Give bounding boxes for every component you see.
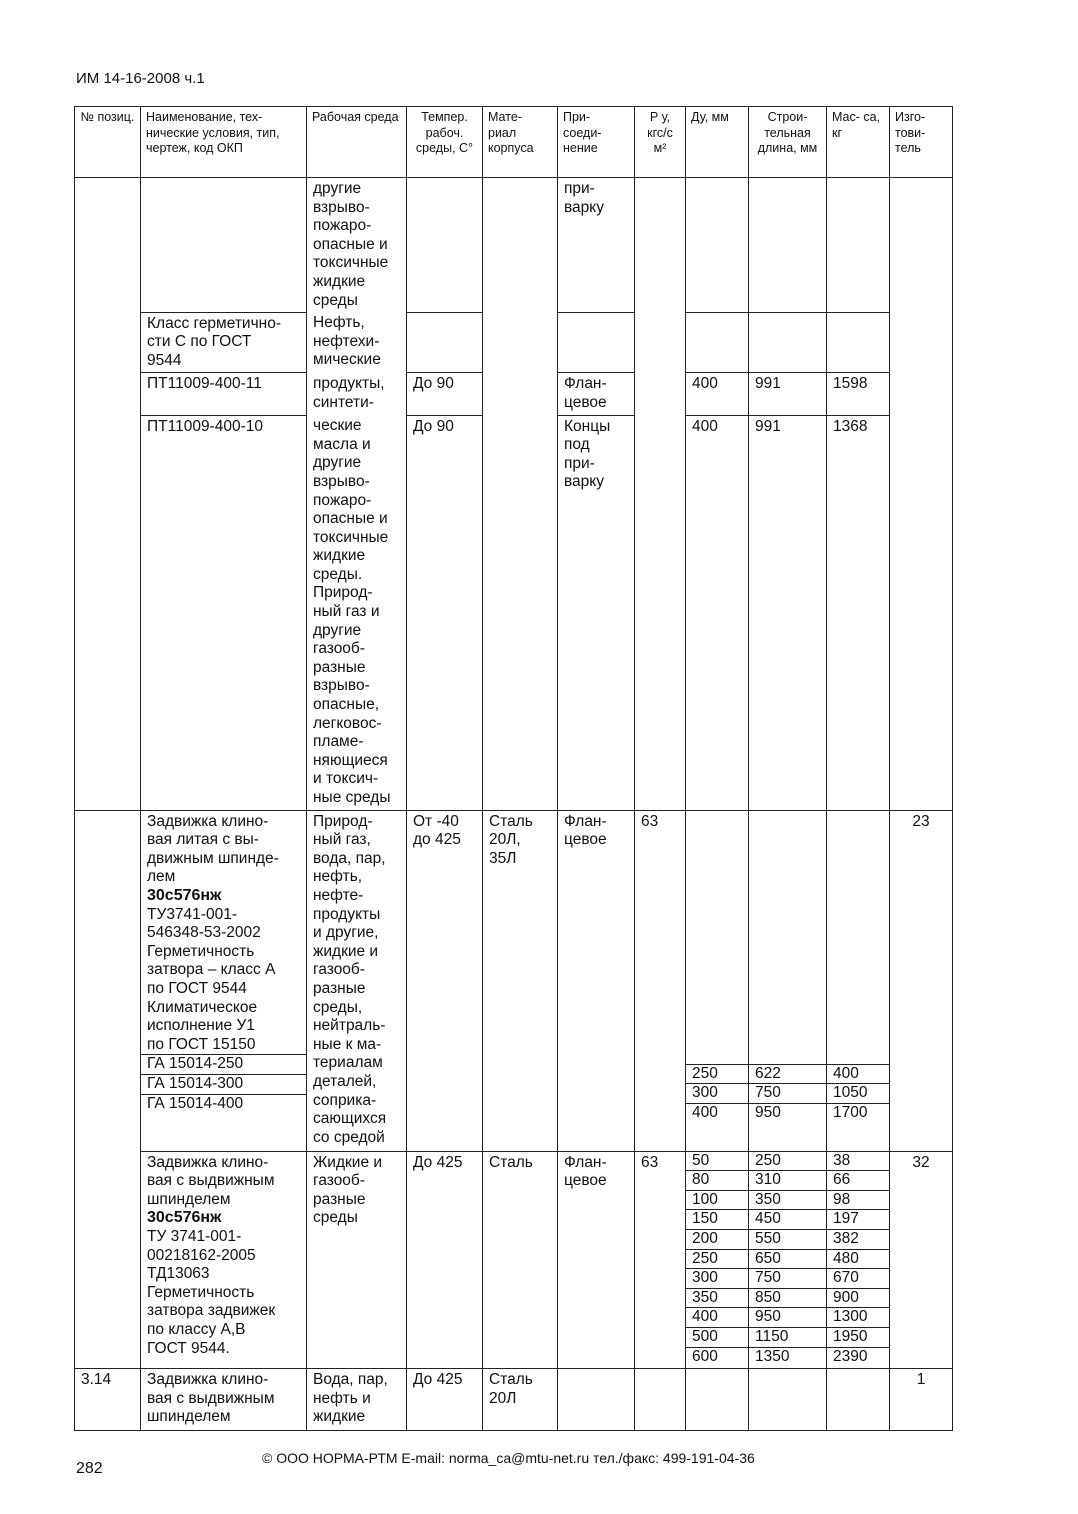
dn-value: 600 bbox=[686, 1347, 748, 1367]
col-header-material: Мате- риал корпуса bbox=[483, 107, 558, 178]
dn-value: 150 bbox=[686, 1209, 748, 1229]
dn-value: 100 bbox=[686, 1190, 748, 1210]
mass-value: 1700 bbox=[827, 1103, 889, 1151]
cell-medium: Жидкие и газооб- разные среды bbox=[307, 1151, 407, 1369]
cell-name bbox=[141, 178, 307, 313]
dn-value: 50 bbox=[692, 1151, 710, 1169]
cell-name bbox=[141, 1151, 307, 1369]
cell-pressure bbox=[635, 1369, 686, 1431]
cell-maker: 32 bbox=[890, 1151, 953, 1369]
cell-temp bbox=[407, 178, 483, 313]
length-value: 750 bbox=[749, 1083, 826, 1103]
cell-name: ПТ11009-400-11 bbox=[141, 373, 307, 415]
valve-description: Задвижка клино- вая литая с вы- движным шпинде- лем bbox=[147, 812, 279, 886]
cell-material: Сталь bbox=[483, 1151, 558, 1369]
valves-table bbox=[74, 106, 953, 1431]
cell-name: Задвижка клино- вая с выдвижным шпинделем bbox=[141, 1369, 307, 1431]
col-header-maker: Изго- тови- тель bbox=[890, 107, 953, 178]
mass-value: 1300 bbox=[827, 1307, 889, 1327]
cell-pressure: 63 bbox=[635, 810, 686, 1151]
cell-mass: 1598 bbox=[827, 373, 890, 415]
valve-specs: ТУ 3741-001- 00218162-2005 ТД13063 Герметичность затвора задвижек по классу А,В ГОСТ 9544. bbox=[147, 1227, 276, 1357]
cell-connection: при- варку bbox=[558, 178, 635, 313]
dn-value: 300 bbox=[686, 1083, 748, 1103]
cell-dn bbox=[686, 1151, 749, 1369]
cell-name: Класс герметично- сти С по ГОСТ 9544 bbox=[141, 312, 307, 373]
length-value: 950 bbox=[749, 1307, 826, 1327]
cell-temp: До 90 bbox=[407, 373, 483, 415]
cell-length: 991 bbox=[749, 415, 827, 810]
table-row bbox=[75, 415, 953, 810]
col-header-pos: № позиц. bbox=[75, 107, 141, 178]
cell-mass: 1368 bbox=[827, 415, 890, 810]
cell-medium: продукты, синтети- bbox=[307, 373, 407, 415]
cell-mass bbox=[827, 1151, 890, 1369]
dn-value: 250 bbox=[686, 1249, 748, 1269]
cell-temp: До 425 bbox=[407, 1151, 483, 1369]
dn-value: 300 bbox=[686, 1268, 748, 1288]
valve-description: Задвижка клино- вая с выдвижным шпинделем bbox=[147, 1153, 275, 1208]
length-value: 750 bbox=[749, 1268, 826, 1288]
cell-medium: другие взрыво- пожаро- опасные и токсичные жидкие среды bbox=[307, 178, 407, 313]
col-header-length: Строи- тельная длина, мм bbox=[749, 107, 827, 178]
cell-medium: Природ- ный газ, вода, пар, нефть, нефте- продукты и другие, жидкие и газооб- разные среды, нейтраль- ные к ма- териалам деталей, соприка- сающихся со средой bbox=[307, 810, 407, 1151]
footer-copyright: © ООО НОРМА-РТМ E-mail: norma_ca@mtu-net.ru тел./факс: 499-191-04-36 bbox=[262, 1450, 755, 1466]
mass-value: 400 bbox=[827, 1064, 889, 1084]
length-value: 650 bbox=[749, 1249, 826, 1269]
cell-temp bbox=[407, 312, 483, 373]
length-value: 450 bbox=[749, 1209, 826, 1229]
cell-length bbox=[749, 178, 827, 313]
cell-material bbox=[483, 415, 558, 810]
cell-mass bbox=[827, 810, 890, 1151]
mass-value: 900 bbox=[827, 1288, 889, 1308]
dn-value: 500 bbox=[686, 1327, 748, 1347]
mass-value: 2390 bbox=[827, 1347, 889, 1367]
table-row bbox=[75, 373, 953, 415]
length-value: 1350 bbox=[749, 1347, 826, 1367]
cell-material: Сталь 20Л bbox=[483, 1369, 558, 1431]
valve-model: 30с576нж bbox=[147, 886, 222, 904]
mass-value: 66 bbox=[827, 1170, 889, 1190]
cell-maker: 1 bbox=[890, 1369, 953, 1431]
cell-dn: 400 bbox=[686, 373, 749, 415]
cell-medium: Вода, пар, нефть и жидкие bbox=[307, 1369, 407, 1431]
col-header-pressure: Р у, кгс/с м² bbox=[635, 107, 686, 178]
cell-temp: От -40 до 425 bbox=[407, 810, 483, 1151]
mass-value: 1050 bbox=[827, 1083, 889, 1103]
dn-value: 400 bbox=[686, 1307, 748, 1327]
cell-pos bbox=[75, 312, 141, 373]
cell-dn bbox=[686, 312, 749, 373]
cell-dn: 400 bbox=[686, 415, 749, 810]
cell-pressure bbox=[635, 373, 686, 415]
cell-temp: До 90 bbox=[407, 415, 483, 810]
cell-maker bbox=[890, 415, 953, 810]
cell-mass bbox=[827, 312, 890, 373]
cell-material bbox=[483, 178, 558, 313]
cell-pressure bbox=[635, 178, 686, 313]
col-header-dn: Ду, мм bbox=[686, 107, 749, 178]
document-header: ИМ 14-16-2008 ч.1 bbox=[76, 70, 205, 87]
table-header-row bbox=[75, 107, 953, 178]
dn-value: 80 bbox=[686, 1170, 748, 1190]
mass-value: 480 bbox=[827, 1249, 889, 1269]
valve-model: 30с576нж bbox=[147, 1209, 222, 1227]
cell-length: 991 bbox=[749, 373, 827, 415]
cell-mass bbox=[827, 1369, 890, 1431]
cell-pressure: 63 bbox=[635, 1151, 686, 1369]
cell-name bbox=[141, 810, 307, 1151]
cell-pos: 3.14 bbox=[75, 1369, 141, 1431]
cell-pos bbox=[75, 1151, 141, 1369]
cell-maker bbox=[890, 178, 953, 313]
cell-connection: Флан- цевое bbox=[558, 810, 635, 1151]
table-row bbox=[75, 1369, 953, 1431]
cell-material bbox=[483, 373, 558, 415]
length-value: 250 bbox=[755, 1151, 781, 1169]
cell-maker bbox=[890, 373, 953, 415]
length-value: 310 bbox=[749, 1170, 826, 1190]
valve-type: ГА 15014-400 bbox=[141, 1094, 306, 1114]
dn-value: 350 bbox=[686, 1288, 748, 1308]
cell-length bbox=[749, 1151, 827, 1369]
col-header-medium: Рабочая среда bbox=[307, 107, 407, 178]
cell-pos bbox=[75, 415, 141, 810]
cell-medium: ческие масла и другие взрыво- пожаро- опасные и токсичные жидкие среды. Природ- ный газ и другие газооб- разные взрыво- опасные, легковос- пламе- няющиеся и токсич- ные среды bbox=[307, 415, 407, 810]
mass-value: 38 bbox=[833, 1151, 851, 1169]
table-row bbox=[75, 810, 953, 1151]
cell-length bbox=[749, 810, 827, 1151]
cell-temp: До 425 bbox=[407, 1369, 483, 1431]
valve-type: ГА 15014-300 bbox=[141, 1074, 306, 1094]
cell-dn bbox=[686, 178, 749, 313]
cell-material bbox=[483, 312, 558, 373]
cell-name: ПТ11009-400-10 bbox=[141, 415, 307, 810]
table-row bbox=[75, 1151, 953, 1369]
cell-connection bbox=[558, 312, 635, 373]
cell-material: Сталь 20Л, 35Л bbox=[483, 810, 558, 1151]
valve-type: ГА 15014-250 bbox=[141, 1054, 306, 1074]
length-value: 950 bbox=[749, 1103, 826, 1151]
length-value: 622 bbox=[749, 1064, 826, 1084]
cell-medium: Нефть, нефтехи- мические bbox=[307, 312, 407, 373]
cell-length bbox=[749, 1369, 827, 1431]
cell-connection bbox=[558, 1369, 635, 1431]
length-value: 350 bbox=[749, 1190, 826, 1210]
cell-pressure bbox=[635, 312, 686, 373]
cell-connection: Флан- цевое bbox=[558, 373, 635, 415]
mass-value: 197 bbox=[827, 1209, 889, 1229]
dn-value: 400 bbox=[686, 1103, 748, 1151]
mass-value: 98 bbox=[827, 1190, 889, 1210]
cell-pos bbox=[75, 373, 141, 415]
cell-length bbox=[749, 312, 827, 373]
cell-dn bbox=[686, 810, 749, 1151]
cell-mass bbox=[827, 178, 890, 313]
cell-pressure bbox=[635, 415, 686, 810]
mass-value: 1950 bbox=[827, 1327, 889, 1347]
cell-dn bbox=[686, 1369, 749, 1431]
length-value: 550 bbox=[749, 1229, 826, 1249]
length-value: 850 bbox=[749, 1288, 826, 1308]
col-header-name: Наименование, тех- нические условия, тип, чертеж, код ОКП bbox=[141, 107, 307, 178]
valve-specs: ТУ3741-001- 546348-53-2002 Герметичность затвора – класс А по ГОСТ 9544 Климатическое исполнение У1 по ГОСТ 15150 bbox=[147, 905, 276, 1053]
col-header-temp: Темпер. рабоч. среды, С° bbox=[407, 107, 483, 178]
page-number: 282 bbox=[76, 1460, 103, 1477]
col-header-mass: Мас- са, кг bbox=[827, 107, 890, 178]
cell-maker bbox=[890, 312, 953, 373]
cell-maker: 23 bbox=[890, 810, 953, 1151]
cell-pos bbox=[75, 178, 141, 313]
mass-value: 670 bbox=[827, 1268, 889, 1288]
col-header-connection: При- соеди- нение bbox=[558, 107, 635, 178]
cell-pos bbox=[75, 810, 141, 1151]
length-value: 1150 bbox=[749, 1327, 826, 1347]
cell-connection: Флан- цевое bbox=[558, 1151, 635, 1369]
table-row bbox=[75, 178, 953, 313]
dn-value: 200 bbox=[686, 1229, 748, 1249]
mass-value: 382 bbox=[827, 1229, 889, 1249]
cell-connection: Концы под при- варку bbox=[558, 415, 635, 810]
table-row bbox=[75, 312, 953, 373]
dn-value: 250 bbox=[686, 1064, 748, 1084]
